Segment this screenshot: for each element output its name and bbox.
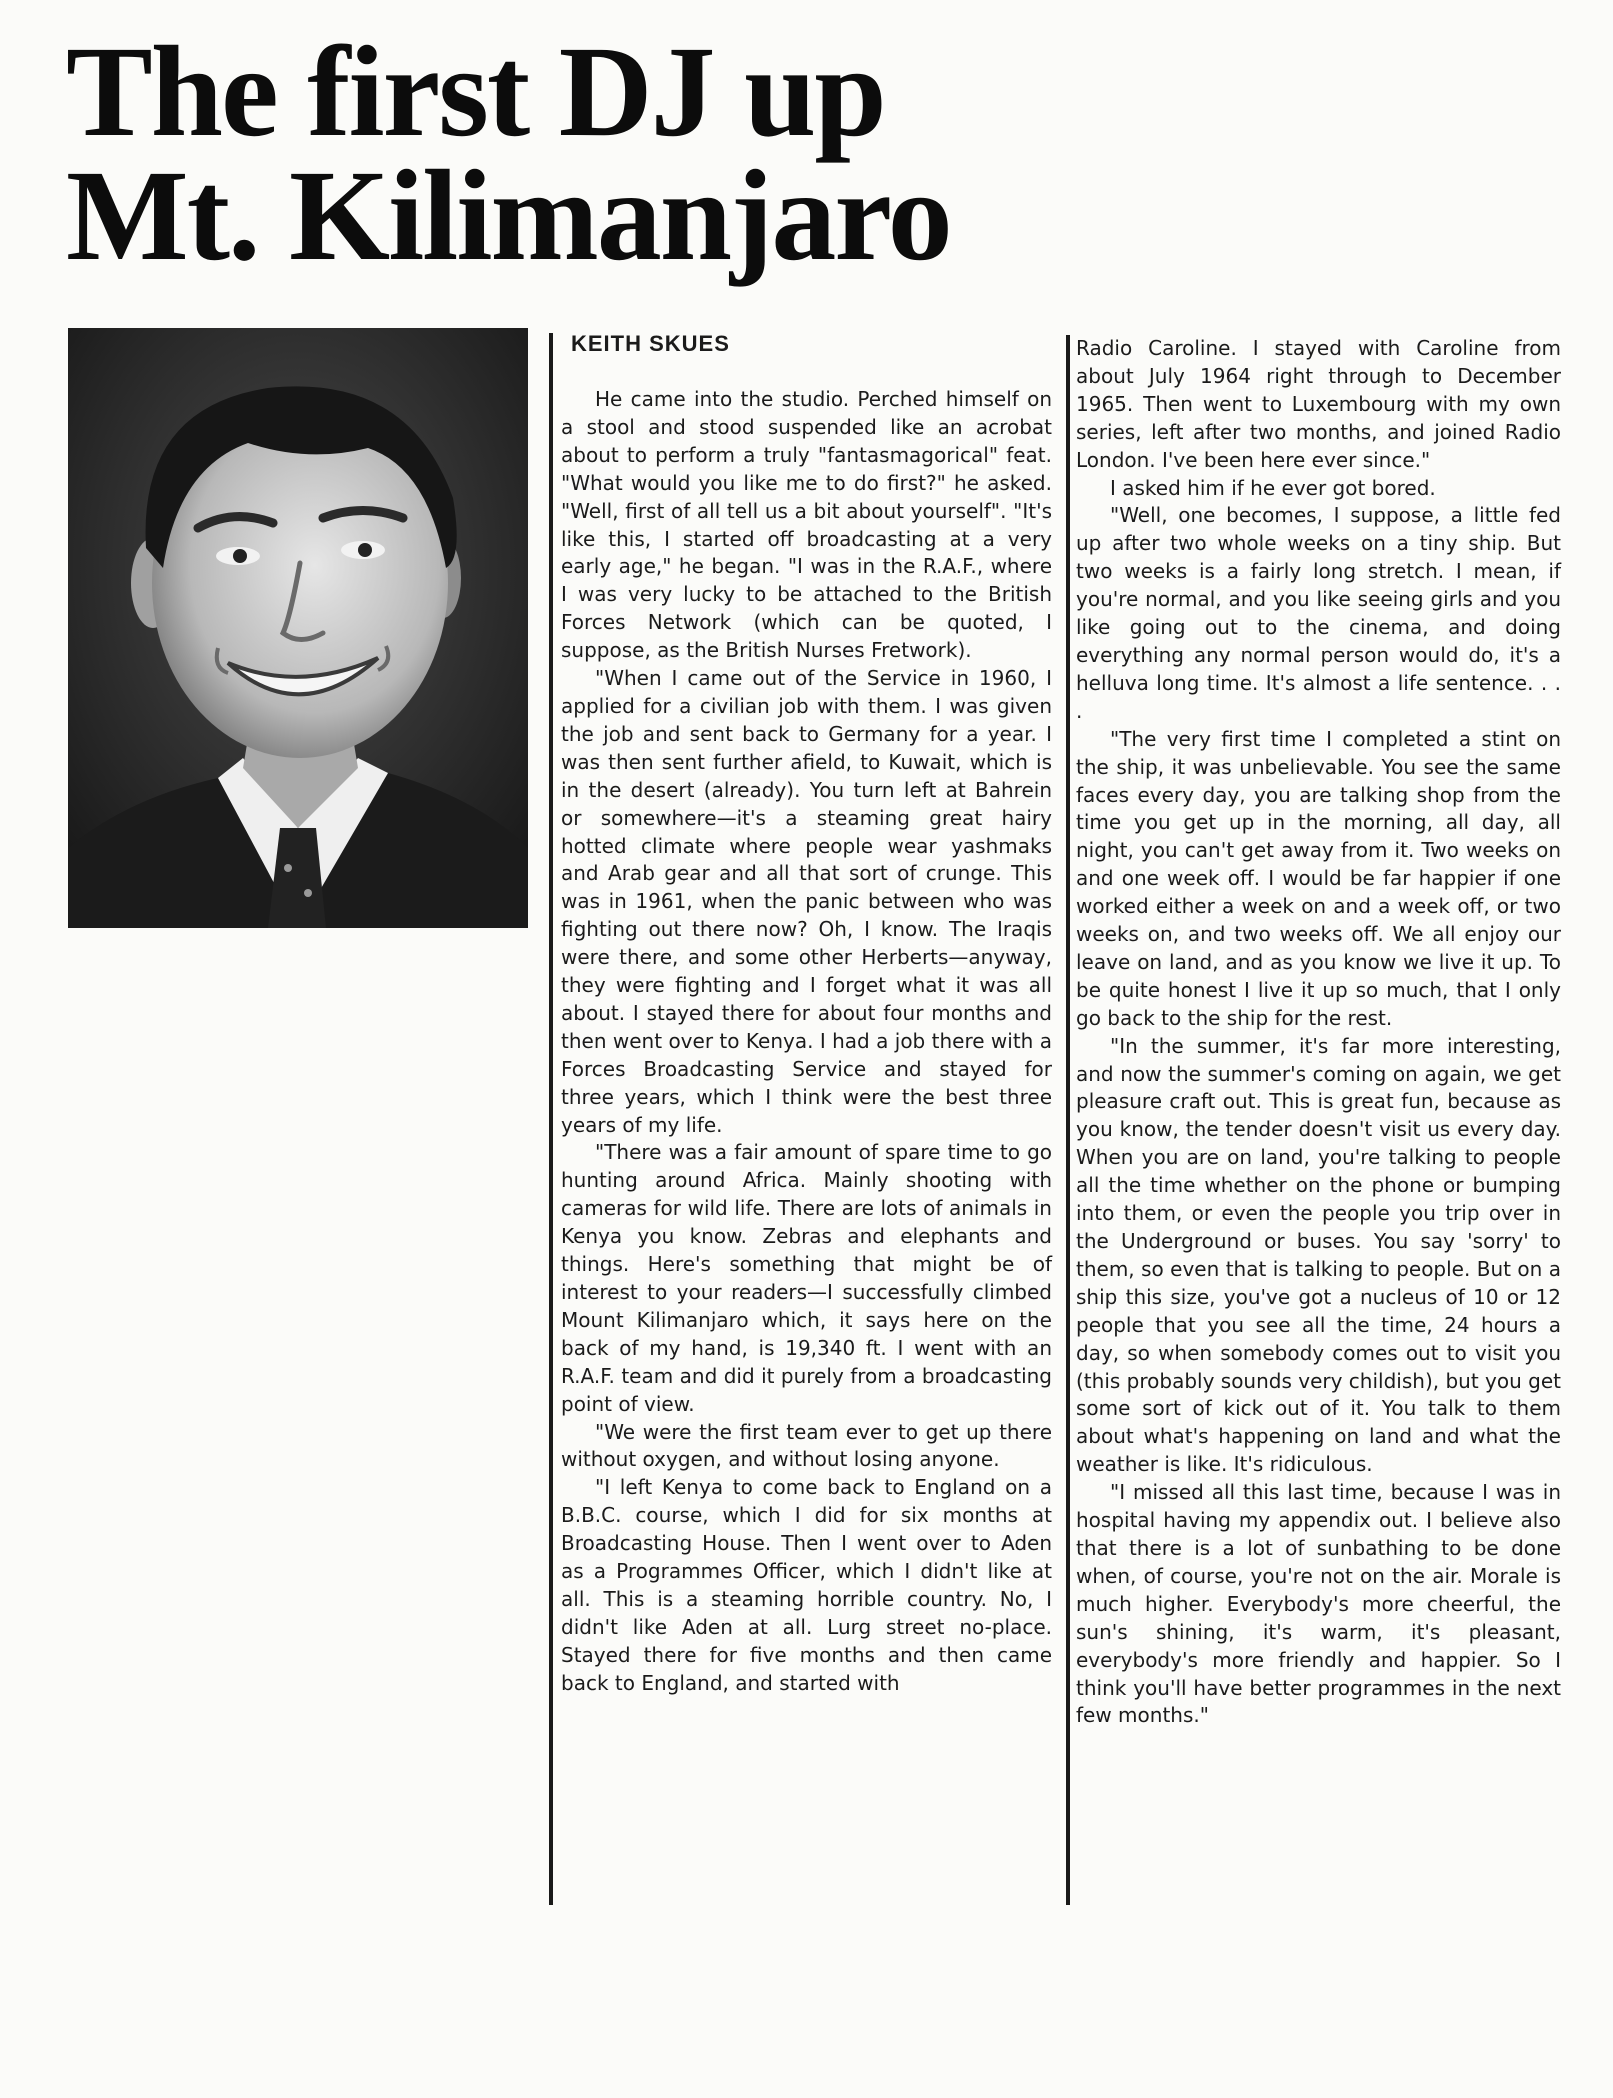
paragraph: I asked him if he ever got bored. [1110,475,1436,500]
paragraph: He came into the studio. Perched himself on a stool and stood suspended like an acrobat about to perform a truly "fantasmagorical" feat. "What would you like me to do first?" he asked. "Well, first of all tell us a bit about yourself". "It's like this, I started off broadcasting at a very early age," he began. "I was in the R.A.F., where I was very lucky to be attached to the British Forces Network (which can be quoted, I suppose, as the British Nurses Fretwork). [561,387,1052,663]
paragraph: "There was a fair amount of spare time to go hunting around Africa. Mainly shooting with cameras for wild life. There are lots of animals in Kenya you know. Zebras and elephants and things. Here's something that might be of interest to your readers—I successfully climbed Mount Kilimanjaro which, it says here on the back of my hand, is 19,340 ft. I went with an R.A.F. team and did it purely from a broadcasting point of view. [561,1140,1052,1416]
article-column-2 [1076,335,1561,1730]
paragraph: "I left Kenya to come back to England on a B.B.C. course, which I did for six months at Broadcasting House. Then I went over to Aden as a Programmes Officer, which I didn't like at all. This is a steaming horrible country. No, I didn't like Aden at all. Lurg street no-place. Stayed there for five months and then came back to England, and started with [561,1475,1052,1695]
column-divider [549,333,553,1905]
paragraph: "When I came out of the Service in 1960, I applied for a civilian job with them. I was given the job and sent back to Germany for a year. I was then sent further afield, to Kuwait, which is in the desert (already). You turn left at Bahrein or somewhere—it's a steaming great hairy hotted climate where people wear yashmaks and Arab gear and all that sort of crunge. This was in 1961, when the panic between who was fighting out there now? Oh, I know. The Iraqis were there, and some other Herberts—anyway, they were fighting and I forget what it was all about. I stayed there for about four months and then went over to Kenya. I had a job there with a Forces Broadcasting Service and stayed for three years, which I think were the best three years of my life. [561,666,1052,1137]
paragraph: "We were the first team ever to get up there without oxygen, and without losing anyone. [561,1419,1052,1472]
headline-line-1: The first DJ up [66,20,885,164]
paragraph: Radio Caroline. I stayed with Caroline from about July 1964 right through to December 1965. Then went to Luxembourg with my own series, left after two months, and joined Radio London. I've been here ever since." [1076,336,1561,472]
byline: KEITH SKUES [571,331,730,356]
paragraph: "In the summer, it's far more interesting, and now the summer's coming on again, we get pleasure craft out. This is great fun, because as you know, the tender doesn't visit us every day. When you are on land, you're talking to people all the time whether on the phone or bumping into them, or even the people you trip over in the Underground or buses. You say 'sorry' to them, so even that is talking to people. But on a ship this size, you've got a nucleus of 10 or 12 people that you see all the time, 24 hours a day, so when somebody comes out to visit you (this probably sounds very childish), but you get some sort of kick out of it. You talk to them about what's happening on land and what the weather is like. It's ridiculous. [1076,1033,1561,1477]
article-column-1 [561,330,1052,1698]
paragraph: "I missed all this last time, because I was in hospital having my appendix out. I believe also that there is a lot of sunbathing to be done when, of course, you're not on the air. Morale is much higher. Everybody's more cheerful, the sun's shining, it's warm, it's pleasant, everybody's more friendly and happier. So I think you'll have better programmes in the next few months." [1076,1480,1561,1728]
column-divider [1066,335,1070,1905]
paragraph: "Well, one becomes, I suppose, a little fed up after two whole weeks on a tiny ship. But two weeks is a fairly long stretch. I mean, if you're normal, and you like seeing girls and you like going out to the cinema, and doing everything any normal person would do, it's a helluva long time. It's almost a life sentence. . . . [1076,503,1561,723]
headline-line-2: Mt. Kilimanjaro [66,144,951,288]
portrait-photo [68,328,528,928]
paragraph: "The very first time I completed a stint on the ship, it was unbelievable. You see the same faces every day, you are talking shop from the time you get up in the morning, all day, all night, you can't get away from it. Two weeks on and one week off. I would be far happier if one worked either a week on and a week off, or two weeks on, and two weeks off. We all enjoy our leave on land, and as you know we live it up. To be quite honest I live it up so much, that I only go back to the ship for the rest. [1076,726,1561,1030]
article-headline [66,20,1066,288]
portrait-illustration [68,328,528,928]
